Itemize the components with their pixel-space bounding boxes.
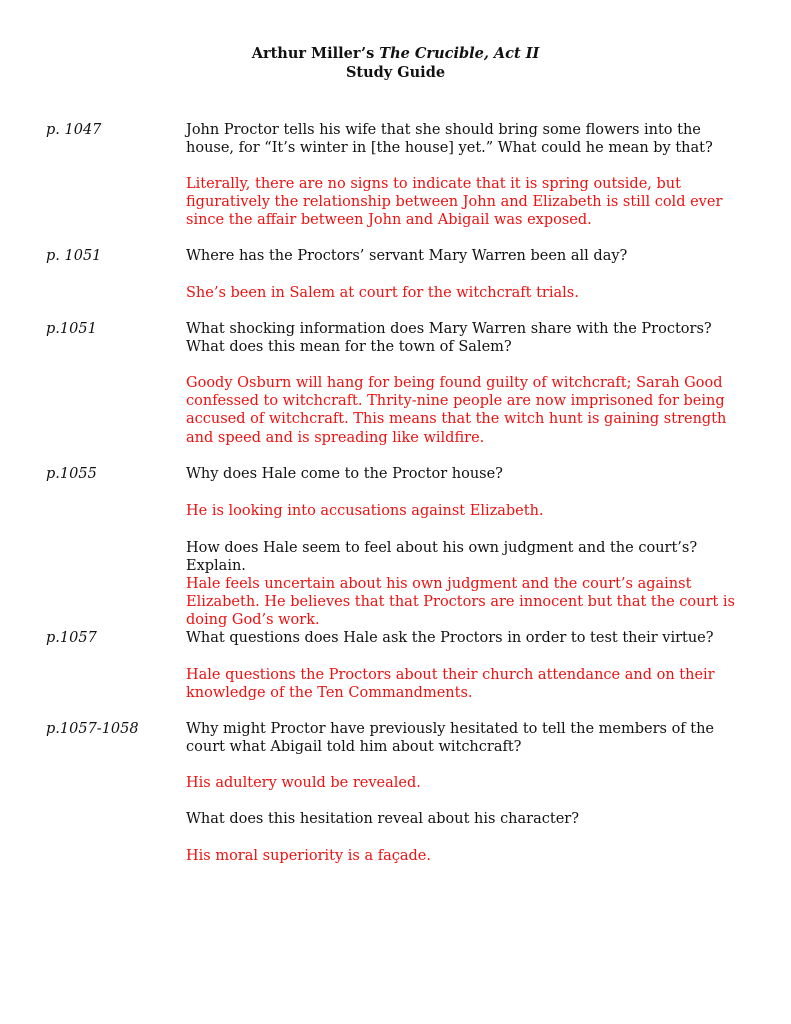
page-reference: p.1051 [46,321,97,337]
answer-text: Literally, there are no signs to indicate that it is spring outside, but figuratively the relationship between John and Elizabeth is still cold ever since the affair between John and Abigail was exposed. [186,176,723,229]
page-reference: p. 1047 [46,122,102,138]
question-text: Why might Proctor have previously hesitated to tell the members of the court what Abigail told him about witchcraft? [186,721,715,756]
question-text: What does this hesitation reveal about his character? [186,811,579,827]
question-text: What shocking information does Mary Warren share with the Proctors? What does this mean for the town of Salem? [186,321,712,356]
question-text: What questions does Hale ask the Proctors in order to test their virtue? [186,630,714,646]
play-title: The Crucible, Act II [379,45,540,62]
document-title: Arthur Miller’s The Crucible, Act II [251,45,540,62]
answer-text: She’s been in Salem at court for the witchcraft trials. [186,285,579,301]
answer-text: He is looking into accusations against Elizabeth. [186,503,544,519]
page-reference: p.1057-1058 [46,721,139,737]
page-reference: p. 1051 [46,248,102,264]
document-header [0,44,791,82]
answer-text: His adultery would be revealed. [186,775,421,791]
question-text: Where has the Proctors’ servant Mary Warren been all day? [186,248,628,264]
question-text: How does Hale seem to feel about his own judgment and the court’s? Explain. [186,540,698,575]
answer-text: Goody Osburn will hang for being found guilty of witchcraft; Sarah Good confessed to witchcraft. Thrity-nine people are now imprisoned for being accused of witchcraft. This means that the witch hunt is gaining strength and speed and is spreading like wildfire. [186,375,727,446]
question-text: John Proctor tells his wife that she should bring some flowers into the house, for “It’s winter in [the house] yet.” What could he mean by that? [186,122,713,157]
answer-text: His moral superiority is a façade. [186,848,431,864]
answer-text: Hale questions the Proctors about their church attendance and on their knowledge of the Ten Commandments. [186,667,715,702]
question-text: Why does Hale come to the Proctor house? [186,466,503,482]
document-subtitle: Study Guide [345,64,446,81]
page-reference: p.1057 [46,630,97,646]
answer-text: Hale feels uncertain about his own judgment and the court’s against Elizabeth. He believes that that Proctors are innocent but that the court is doing God’s work. [186,576,735,629]
page-reference: p.1055 [46,466,97,482]
